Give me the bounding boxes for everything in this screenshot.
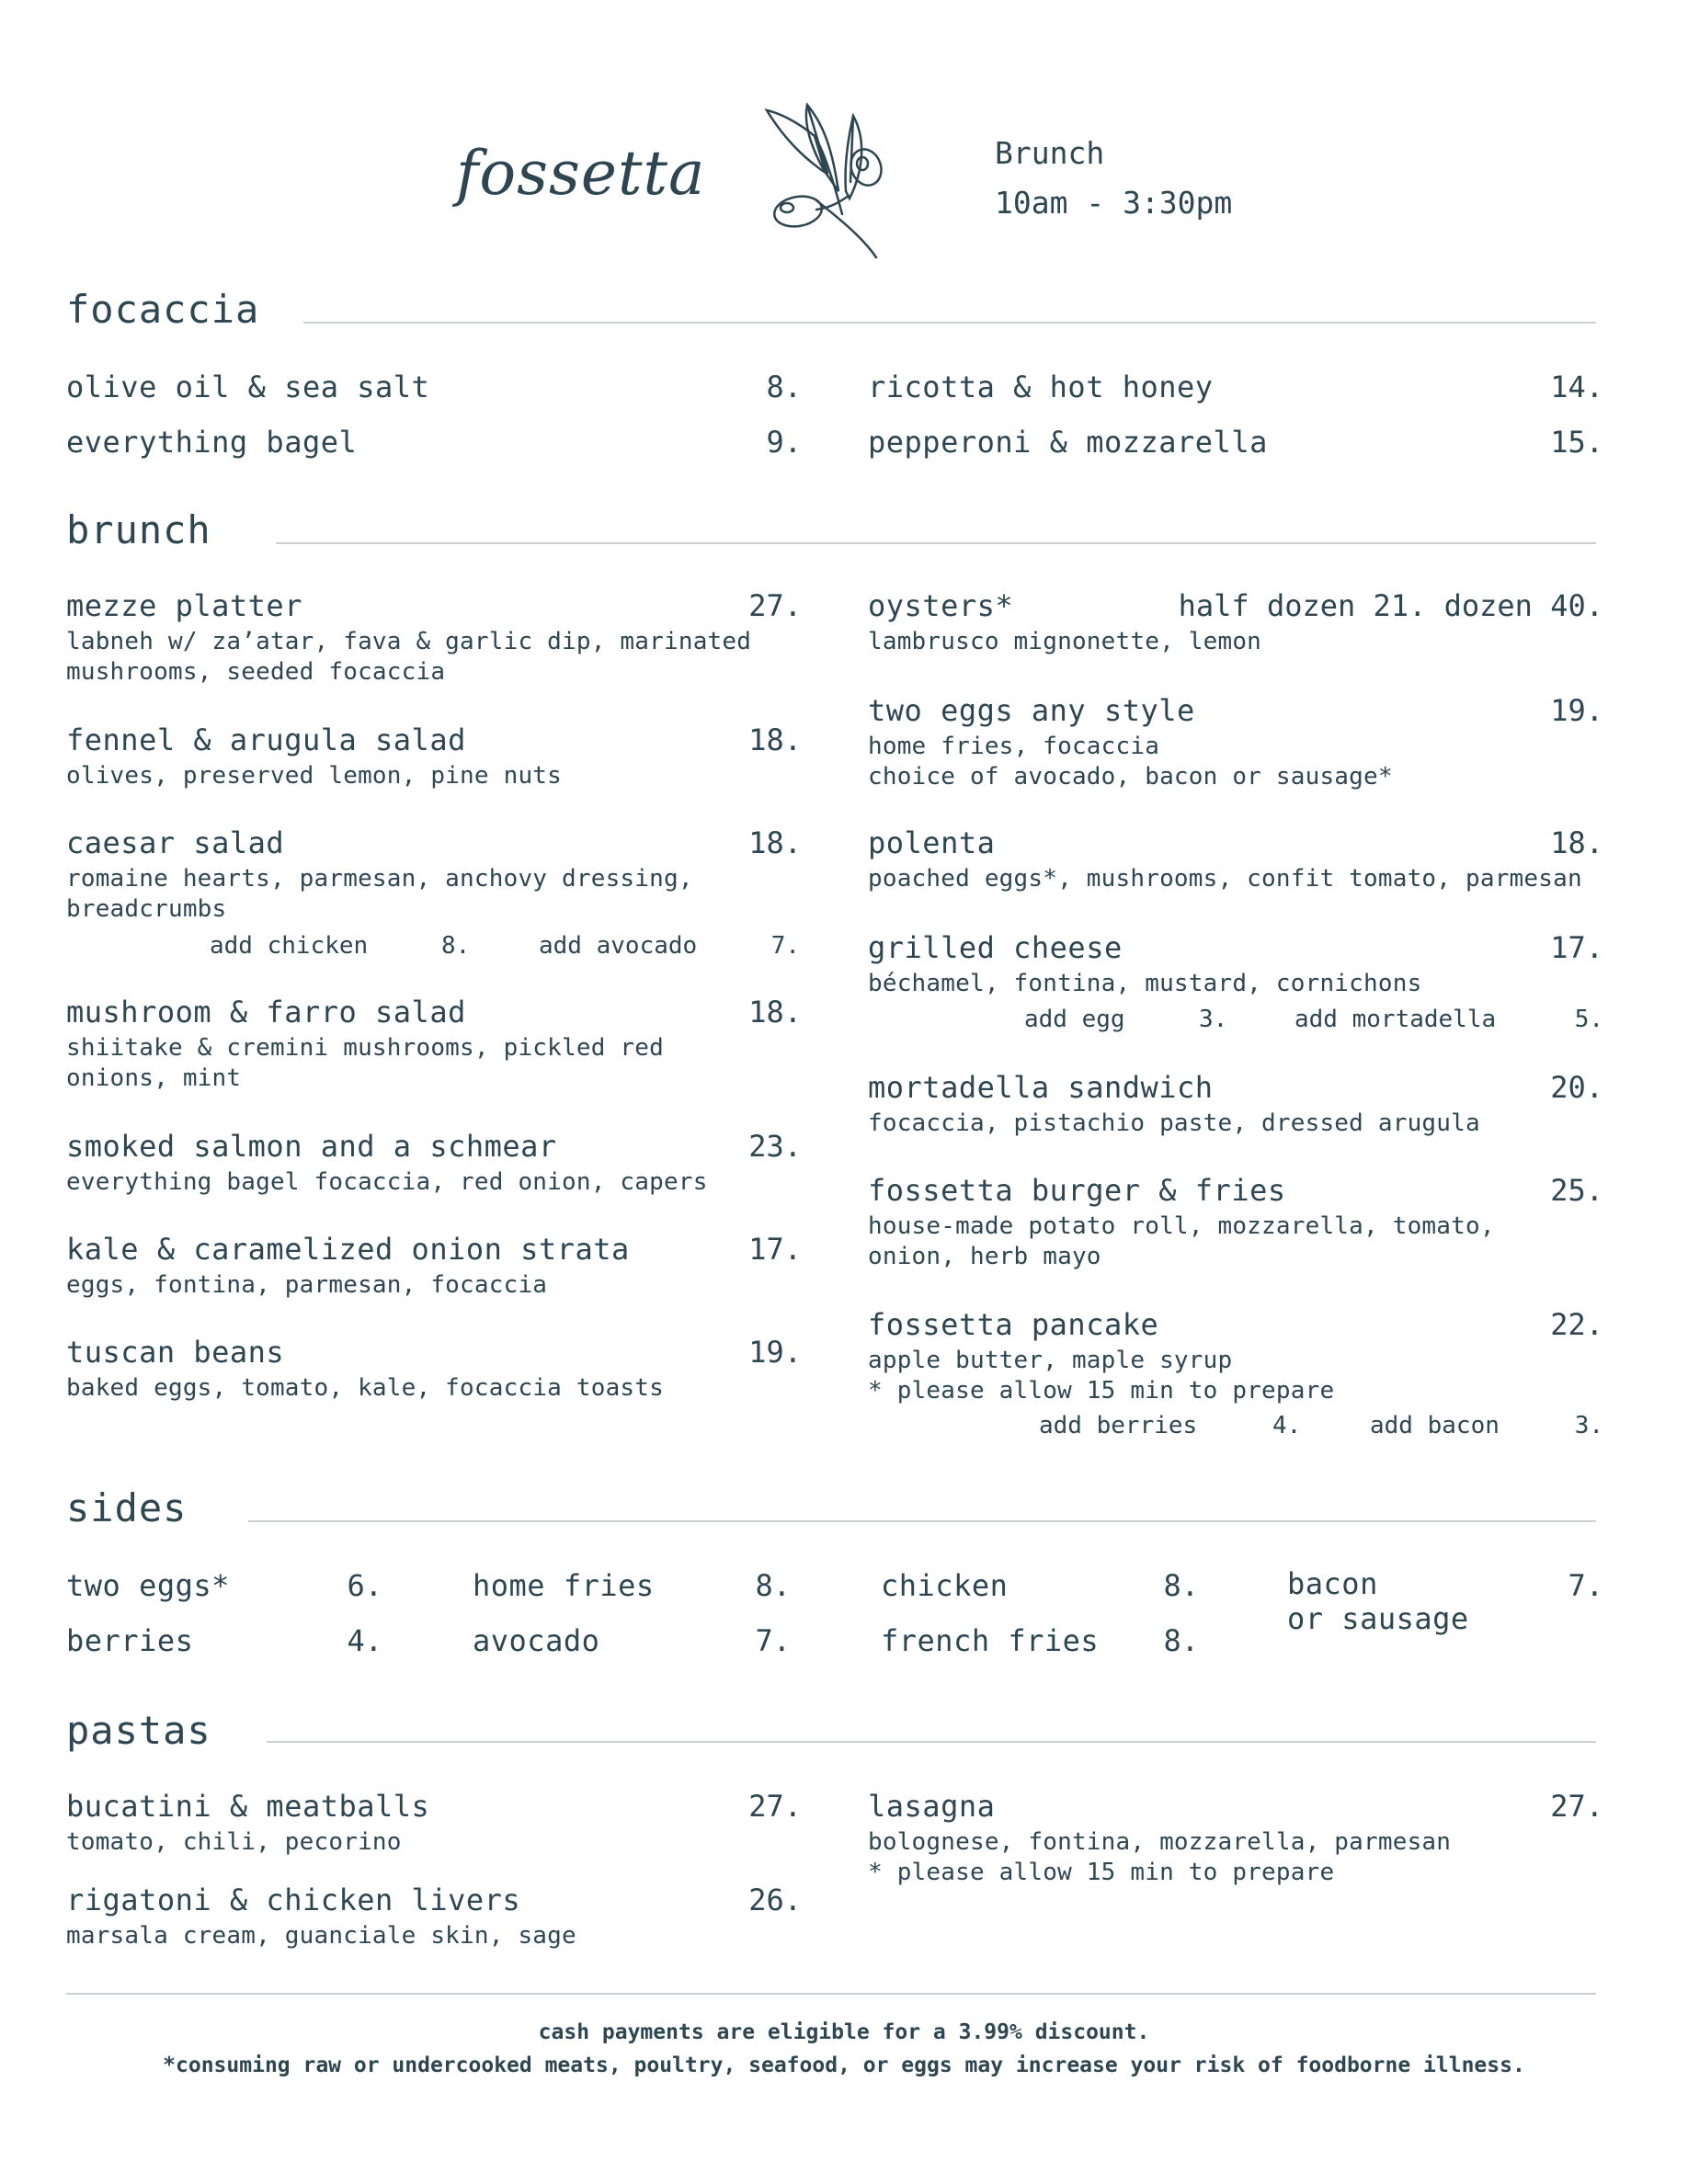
- menu-item-desc: [66, 1921, 576, 1951]
- menu-item-price: 18.: [748, 995, 802, 1029]
- menu-item-price: 19.: [748, 1335, 802, 1370]
- addon-price: 7.: [770, 932, 800, 960]
- addon-label: add egg: [1024, 1006, 1125, 1033]
- menu-item-desc: [66, 1270, 547, 1301]
- menu-item-desc: [66, 1167, 708, 1198]
- addon-label: add avocado: [539, 932, 698, 960]
- addon-price: 4.: [1272, 1412, 1302, 1439]
- desc-line: marsala cream, guanciale skin, sage: [66, 1922, 576, 1950]
- addon-price: 3.: [1199, 1006, 1228, 1033]
- menu-item-desc: [66, 864, 693, 925]
- menu-item-price: half dozen 21. dozen 40.: [1178, 588, 1603, 623]
- side-item-price: 6.: [347, 1568, 382, 1603]
- menu-item-name: mushroom & farro salad: [66, 995, 466, 1029]
- desc-line: baked eggs, tomato, kale, focaccia toasts: [66, 1374, 664, 1402]
- section-title-pastas: pastas: [66, 1708, 211, 1753]
- desc-line: choice of avocado, bacon or sausage*: [868, 763, 1393, 791]
- side-item-price: 8.: [755, 1568, 791, 1603]
- menu-item-desc: [868, 1346, 1334, 1406]
- restaurant-logo: fossetta: [456, 138, 706, 209]
- addon-price: 3.: [1574, 1412, 1603, 1439]
- menu-item-price: 25.: [1550, 1173, 1603, 1208]
- food-safety-disclaimer: *consuming raw or undercooked meats, poultry, seafood, or eggs may increase your risk of foodborne illness.: [163, 2053, 1525, 2077]
- menu-item-name: mortadella sandwich: [868, 1070, 1214, 1105]
- menu-item-desc: [868, 1827, 1451, 1888]
- menu-item-price: 19.: [1550, 693, 1603, 728]
- menu-item-price: 18.: [1550, 825, 1603, 860]
- side-item-price: 7.: [755, 1623, 791, 1658]
- side-item-price: 4.: [347, 1623, 382, 1658]
- side-item-name: avocado: [473, 1623, 600, 1658]
- menu-item-name: caesar salad: [66, 825, 285, 860]
- section-divider: [248, 1520, 1596, 1522]
- desc-line: breadcrumbs: [66, 895, 227, 923]
- desc-line: tomato, chili, pecorino: [66, 1828, 402, 1856]
- menu-item-name: ricotta & hot honey: [868, 370, 1214, 404]
- desc-line: bolognese, fontina, mozzarella, parmesan: [868, 1828, 1452, 1856]
- desc-line: lambrusco mignonette, lemon: [868, 628, 1262, 655]
- desc-line: poached eggs*, mushrooms, confit tomato, parmesan: [868, 865, 1582, 893]
- side-item-price: 8.: [1163, 1568, 1199, 1603]
- section-title-brunch: brunch: [66, 507, 211, 552]
- menu-item-name: grilled cheese: [868, 930, 1123, 965]
- side-item-name: french fries: [881, 1623, 1100, 1658]
- side-item-price: 8.: [1163, 1623, 1199, 1658]
- menu-item-desc: [66, 627, 751, 688]
- menu-item-name: lasagna: [868, 1789, 996, 1824]
- menu-item-desc: [66, 1373, 664, 1404]
- menu-item-desc: [868, 864, 1582, 894]
- side-name-line: bacon: [1287, 1566, 1378, 1601]
- menu-item-name: fennel & arugula salad: [66, 722, 466, 757]
- footer-divider: [66, 1993, 1596, 1995]
- meal-label: Brunch: [995, 135, 1105, 171]
- desc-line: everything bagel focaccia, red onion, capers: [66, 1168, 708, 1196]
- addon-price: 5.: [1574, 1006, 1603, 1033]
- side-item-name: chicken: [881, 1568, 1009, 1603]
- addon-label: add mortadella: [1295, 1006, 1497, 1033]
- menu-item-price: 26.: [748, 1883, 802, 1917]
- menu-item-desc: [868, 969, 1421, 999]
- side-item-price: 7.: [1568, 1568, 1603, 1603]
- desc-line: olives, preserved lemon, pine nuts: [66, 762, 563, 790]
- menu-item-name: polenta: [868, 825, 996, 860]
- desc-line: focaccia, pistachio paste, dressed arugula: [868, 1109, 1480, 1137]
- desc-line: romaine hearts, parmesan, anchovy dressing,: [66, 865, 693, 893]
- addon-label: add bacon: [1370, 1412, 1500, 1439]
- side-name-line: or sausage: [1287, 1601, 1469, 1636]
- side-item-name: home fries: [473, 1568, 655, 1603]
- menu-item-price: 18.: [748, 722, 802, 757]
- desc-line: labneh w/ za’atar, fava & garlic dip, marinated: [66, 628, 752, 655]
- section-divider: [276, 542, 1596, 544]
- menu-item-price: 17.: [748, 1232, 802, 1267]
- menu-item-name: mezze platter: [66, 588, 302, 623]
- menu-item-price: 27.: [1550, 1789, 1603, 1824]
- menu-item-name: oysters*: [868, 588, 1014, 623]
- menu-item-desc: [868, 1211, 1495, 1272]
- desc-line: eggs, fontina, parmesan, focaccia: [66, 1271, 548, 1299]
- desc-line: onion, herb mayo: [868, 1243, 1101, 1270]
- section-title-sides: sides: [66, 1485, 188, 1530]
- menu-item-price: 17.: [1550, 930, 1603, 965]
- menu-item-desc: [868, 627, 1261, 657]
- menu-item-name: bucatini & meatballs: [66, 1789, 430, 1824]
- menu-item-price: 9.: [766, 425, 802, 460]
- menu-item-price: 14.: [1550, 370, 1603, 404]
- menu-item-price: 27.: [748, 588, 802, 623]
- menu-item-name: olive oil & sea salt: [66, 370, 430, 404]
- cash-discount-note: cash payments are eligible for a 3.99% discount.: [538, 2020, 1150, 2044]
- menu-item-name: smoked salmon and a schmear: [66, 1129, 557, 1164]
- addon-label: add chicken: [210, 932, 369, 960]
- menu-item-price: 27.: [748, 1789, 802, 1824]
- addon-label: add berries: [1039, 1412, 1198, 1439]
- side-item-name: [1287, 1566, 1469, 1636]
- desc-line: béchamel, fontina, mustard, cornichons: [868, 970, 1422, 997]
- menu-item-price: 15.: [1550, 425, 1603, 460]
- menu-item-desc: [868, 1109, 1480, 1139]
- menu-item-price: 8.: [766, 370, 802, 404]
- desc-line: house-made potato roll, mozzarella, tomato,: [868, 1212, 1495, 1240]
- menu-item-desc: [66, 1827, 402, 1858]
- desc-line: home fries, focaccia: [868, 733, 1160, 760]
- desc-line: * please allow 15 min to prepare: [868, 1377, 1335, 1405]
- menu-item-name: kale & caramelized onion strata: [66, 1232, 630, 1267]
- desc-line: onions, mint: [66, 1064, 242, 1092]
- menu-item-price: 20.: [1550, 1070, 1603, 1105]
- brunch-hours: [995, 129, 1232, 228]
- desc-line: * please allow 15 min to prepare: [868, 1859, 1335, 1886]
- menu-item-name: fossetta burger & fries: [868, 1173, 1286, 1208]
- section-divider: [267, 1741, 1596, 1743]
- menu-item-name: everything bagel: [66, 425, 358, 460]
- menu-item-desc: [868, 732, 1393, 792]
- menu-item-name: pepperoni & mozzarella: [868, 425, 1268, 460]
- menu-item-desc: [66, 1033, 664, 1094]
- desc-line: shiitake & cremini mushrooms, pickled red: [66, 1034, 664, 1062]
- menu-item-price: 18.: [748, 825, 802, 860]
- menu-item-price: 22.: [1550, 1307, 1603, 1342]
- addon-price: 8.: [441, 932, 471, 960]
- desc-line: mushrooms, seeded focaccia: [66, 658, 446, 686]
- menu-item-price: 23.: [748, 1129, 802, 1164]
- section-divider: [303, 322, 1596, 324]
- section-title-focaccia: focaccia: [66, 287, 260, 332]
- menu-item-name: rigatoni & chicken livers: [66, 1883, 521, 1917]
- desc-line: apple butter, maple syrup: [868, 1347, 1233, 1374]
- menu-item-name: fossetta pancake: [868, 1307, 1159, 1342]
- olive-branch-icon: [761, 99, 899, 260]
- menu-item-name: tuscan beans: [66, 1335, 285, 1370]
- menu-item-name: two eggs any style: [868, 693, 1195, 728]
- menu-item-desc: [66, 761, 562, 791]
- hours-label: 10am - 3:30pm: [995, 185, 1233, 221]
- side-item-name: two eggs*: [66, 1568, 230, 1603]
- side-item-name: berries: [66, 1623, 194, 1658]
